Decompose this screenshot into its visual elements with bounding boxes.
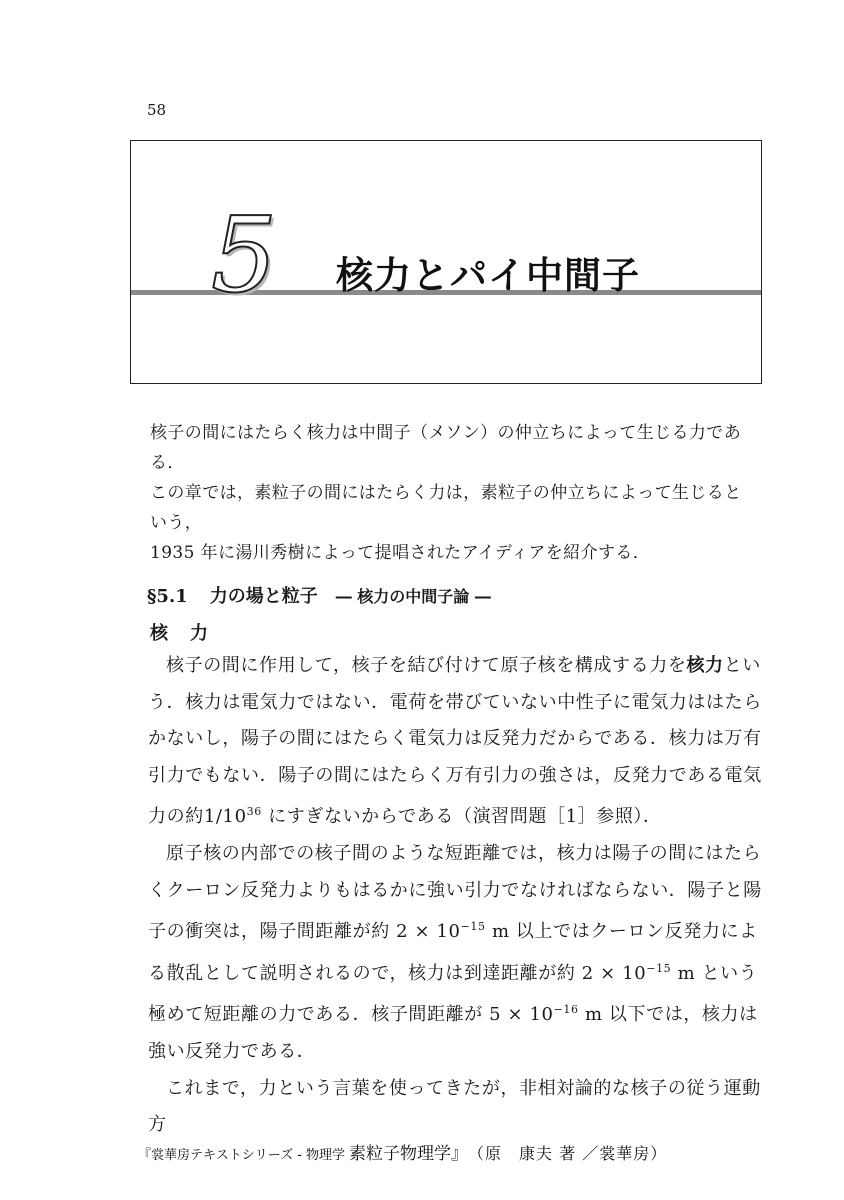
chapter-intro	[150, 418, 750, 568]
value: 2 × 10	[396, 921, 461, 943]
exponent: −15	[460, 920, 486, 934]
text-run: m 以上ではクーロン反発力による散乱として説明されるので，核力は到達距離が約	[148, 921, 758, 984]
value: 2 × 10	[581, 962, 647, 984]
section-number: §5.1	[147, 586, 188, 607]
text-run: 核子の間に作用して，核子を結び付けて原子核を構成する力を	[166, 655, 687, 676]
page-number: 58	[147, 101, 167, 119]
text-run: にすぎないからである（演習問題［1］参照）．	[261, 806, 662, 828]
text-run: m 以下では，核力は強い反発力である．	[148, 1004, 758, 1062]
exponent: −16	[553, 1003, 579, 1017]
intro-line: この章では，素粒子の間にはたらく力は，素粒子の仲立ちによって生じるという，	[150, 483, 742, 533]
footer-citation	[138, 1139, 667, 1164]
ratio-value: 1/10	[203, 806, 247, 828]
body-text	[148, 648, 766, 1144]
paragraph	[148, 648, 766, 836]
paragraph	[148, 836, 766, 1071]
footer-author: （原 康夫 著 ／裳華房）	[476, 1144, 668, 1163]
text-run: 原子核の内部での核子間のような短距離では，核力は陽子の間にはたらくクーロン反発力よりもはるかに強い引力でなければならない．陽子と陽子の衝突は，陽子間距離が約	[148, 842, 762, 943]
value: 5 × 10	[489, 1004, 554, 1026]
exponent: 36	[246, 805, 262, 819]
section-title: 力の場と粒子	[209, 586, 318, 607]
chapter-title: 核力とパイ中間子	[336, 254, 640, 297]
paragraph: これまで，力という言葉を使ってきたが，非相対論的な核子の従う運動方	[148, 1077, 761, 1136]
section-subtitle: ― 核力の中間子論 ―	[335, 587, 491, 606]
exponent: −15	[646, 961, 672, 975]
text-run: という．核力は電気力ではない．電荷を帯びていない中性子に電気力ははたらかないし，陽子の間にはたらく電気力は反発力だからである．核力は万有引力でもない．陽子の間にはたらく万有引力の強さは，反発力である電気力の約	[148, 655, 762, 828]
chapter-header-box	[130, 140, 762, 384]
text-run: m という極めて短距離の力である．核子間距離が	[148, 962, 758, 1026]
intro-line: 1935 年に湯川秀樹によって提唱されたアイディアを紹介する．	[150, 543, 651, 563]
intro-line: 核子の間にはたらく核力は中間子（メソン）の仲立ちによって生じる力である．	[150, 423, 742, 473]
footer-book: 素粒子物理学』	[349, 1144, 469, 1164]
chapter-number: 5	[211, 194, 278, 316]
subheading: 核力	[150, 623, 230, 644]
section-heading	[147, 582, 491, 608]
bold-term: 核力	[686, 655, 724, 676]
footer-series: 『裳華房テキストシリーズ - 物理学	[138, 1148, 346, 1163]
